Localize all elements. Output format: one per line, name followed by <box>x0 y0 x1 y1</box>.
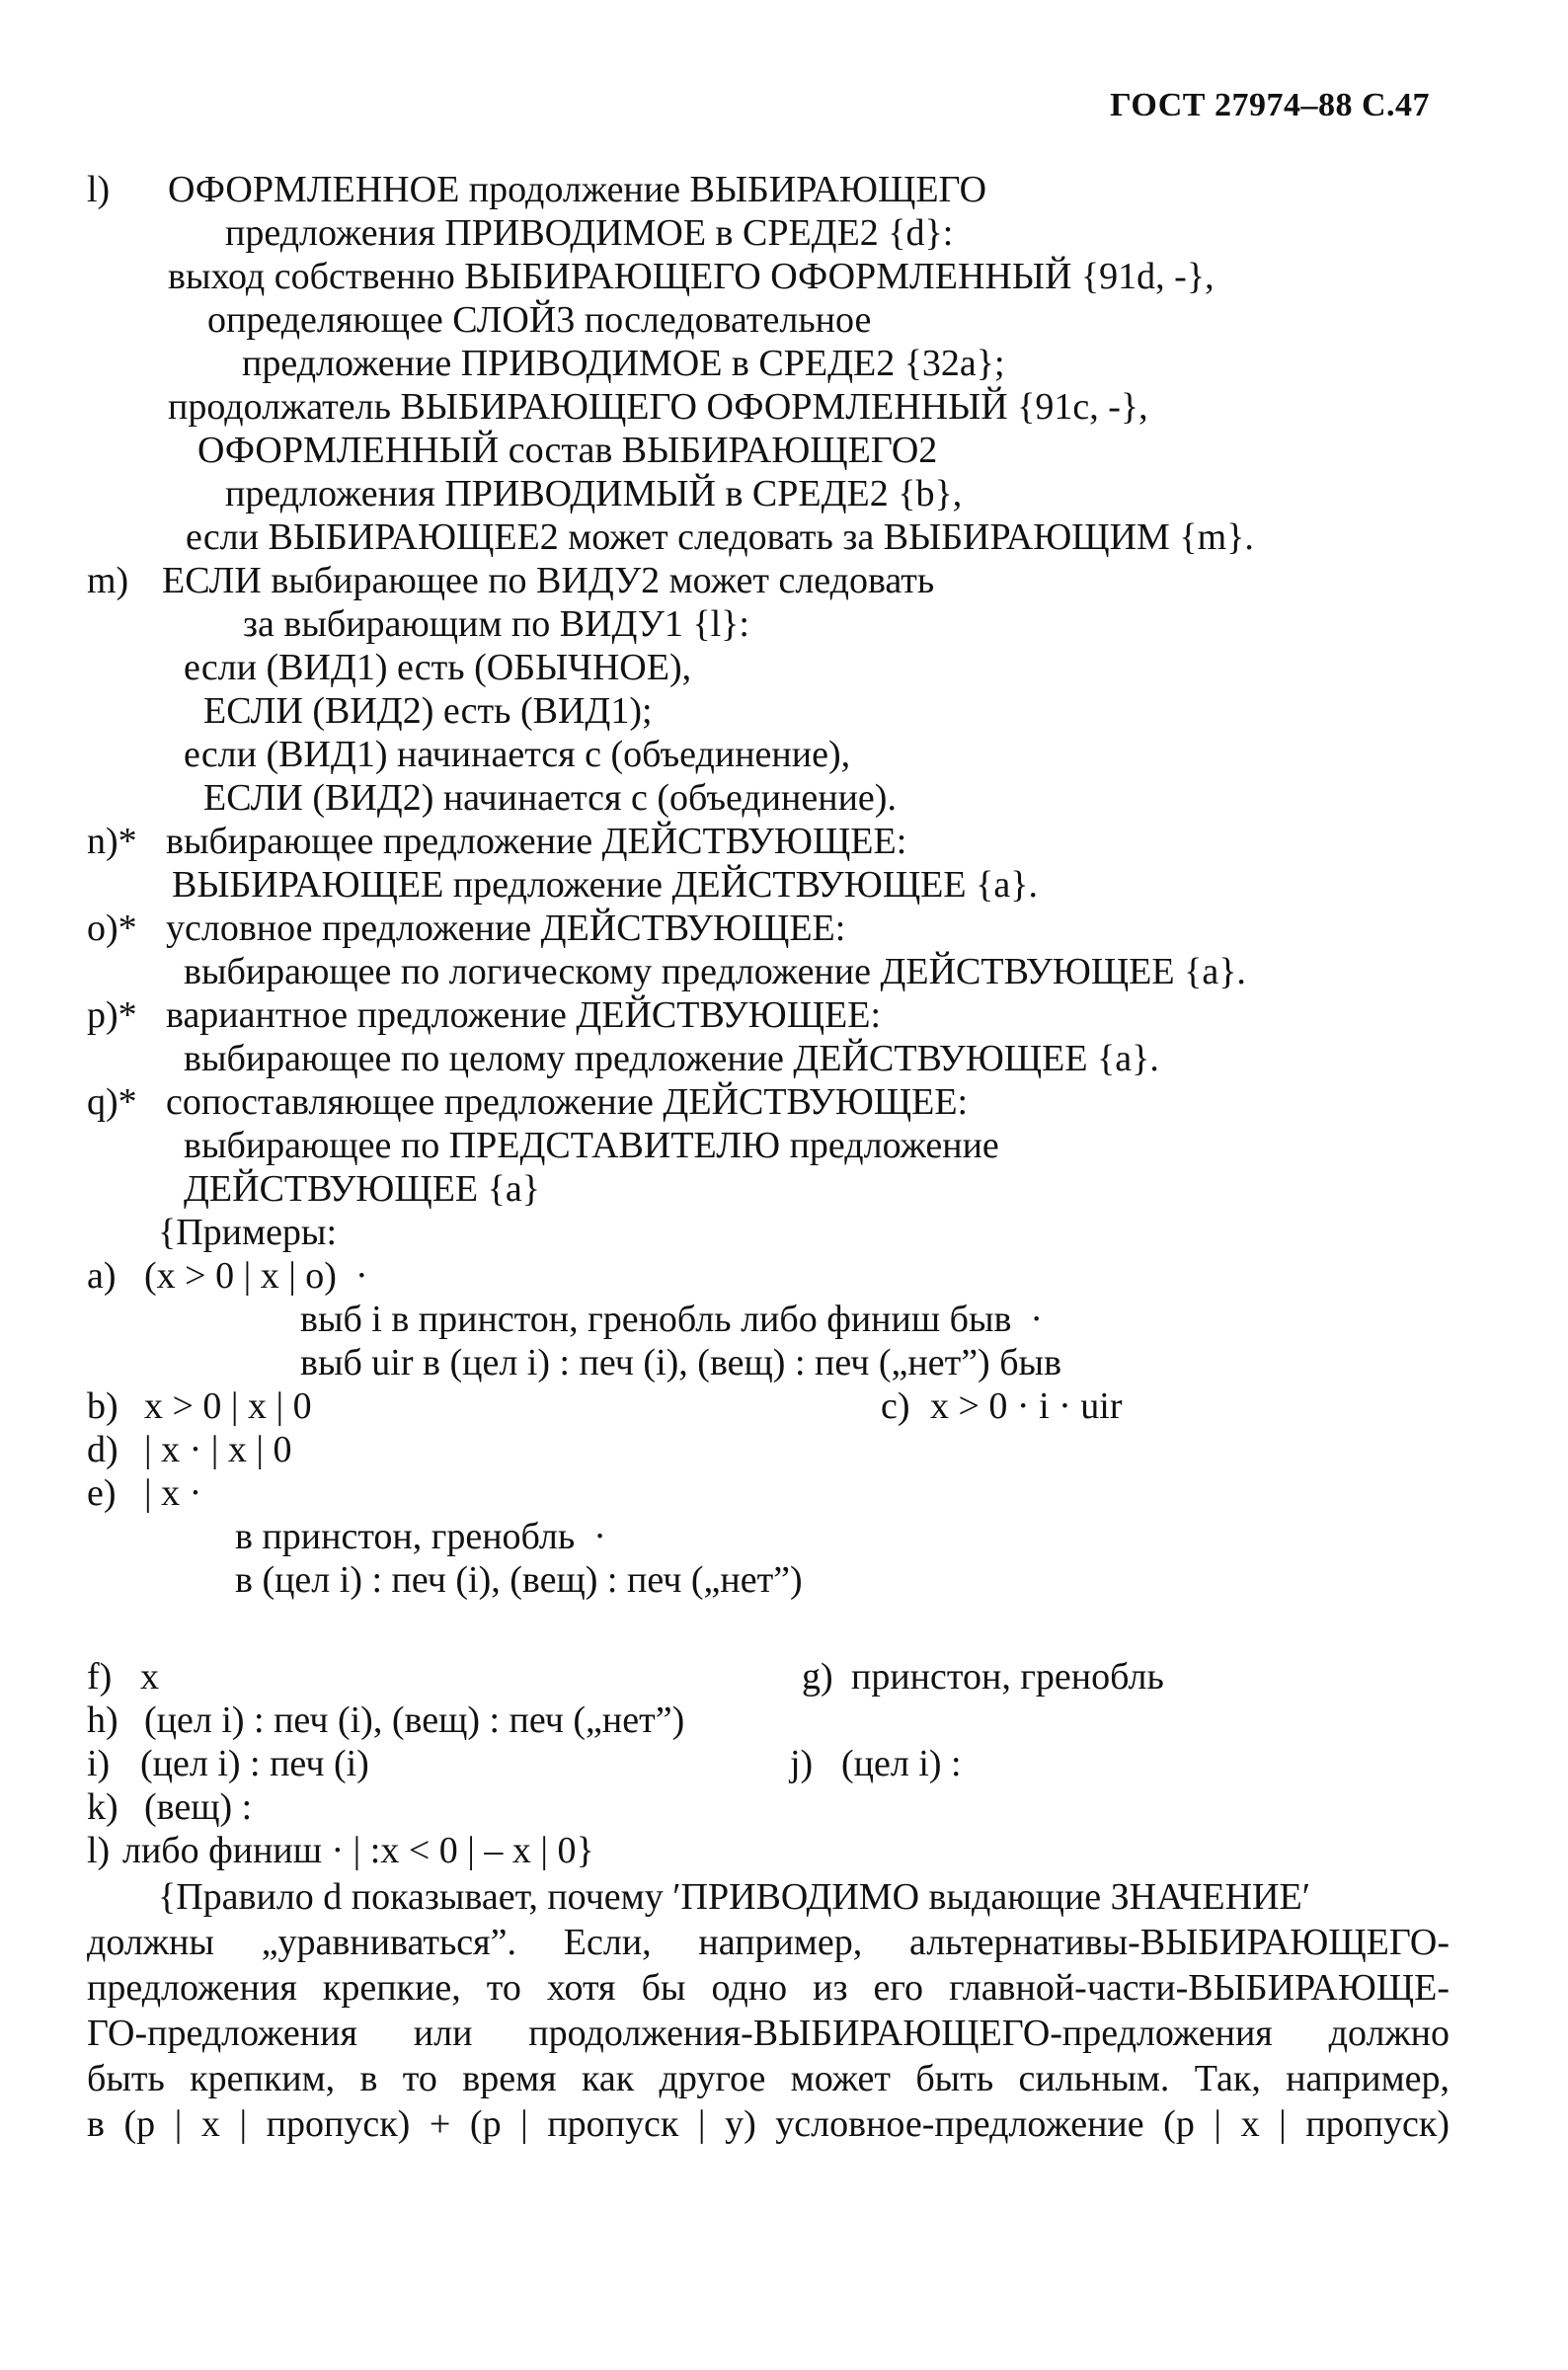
code-line: (x > 0 | x | o) · <box>144 1255 368 1297</box>
code-line: (вещ) : <box>144 1786 253 1828</box>
item-label: l) <box>87 169 111 210</box>
code-line: | x · | x | 0 <box>144 1429 292 1470</box>
paragraph-line: должны „уравниваться”. Если, например, альтернативы-ВЫБИРАЮЩЕГО- <box>87 1922 1450 1963</box>
text-line: определяющее СЛОЙ3 последовательное <box>207 299 872 341</box>
text-line: продолжатель ВЫБИРАЮЩЕГО ОФОРМЛЕННЫЙ {91c, -}, <box>168 386 1148 428</box>
item-label: a) <box>87 1255 117 1297</box>
code-line: выб i в принстон, гренобль либо финиш быв · <box>300 1299 1044 1340</box>
text-line: ДЕЙСТВУЮЩЕЕ {a} <box>184 1168 540 1210</box>
code-line: (цел i) : <box>841 1743 962 1784</box>
text-line: выход собственно ВЫБИРАЮЩЕГО ОФОРМЛЕННЫЙ {91d, -}, <box>168 256 1215 297</box>
text-line: предложения ПРИВОДИМЫЙ в СРЕДЕ2 {b}, <box>225 473 963 514</box>
item-label: e) <box>87 1472 117 1514</box>
text-line: ЕСЛИ (ВИД2) начинается с (объединение). <box>203 777 897 819</box>
paragraph-line: быть крепким, в то время как другое может быть сильным. Так, например, <box>87 2058 1450 2099</box>
text-line: за выбирающим по ВИДУ1 {l}: <box>243 603 749 645</box>
code-line: x > 0 | x | 0 <box>144 1385 312 1427</box>
item-label: g) <box>802 1656 833 1698</box>
code-line: x > 0 · i · uir <box>930 1385 1123 1427</box>
code-line: (цел i) : печ (i), (вещ) : печ („нет”) <box>144 1699 685 1741</box>
text-line: если ВЫБИРАЮЩЕЕ2 может следовать за ВЫБИРАЮЩИМ {m}. <box>186 516 1254 558</box>
text-line: предложение ПРИВОДИМОЕ в СРЕДЕ2 {32a}; <box>242 343 1005 384</box>
item-label: o)* <box>87 908 137 949</box>
text-line: ЕСЛИ выбирающее по ВИДУ2 может следовать <box>162 560 935 601</box>
code-line: либо финиш · | :x < 0 | – x | 0} <box>122 1830 594 1871</box>
item-label: d) <box>87 1429 118 1470</box>
text-line: если (ВИД1) есть (ОБЫЧНОЕ), <box>184 647 692 688</box>
paragraph-line: в (p | x | пропуск) + (p | пропуск | y) условное-предложение (p | x | пропуск) <box>87 2103 1450 2145</box>
code-line: в принстон, гренобль · <box>235 1516 606 1557</box>
text-line: если (ВИД1) начинается с (объединение), <box>184 734 851 775</box>
item-label: b) <box>87 1385 118 1427</box>
code-line: (цел i) : печ (i) <box>140 1743 369 1784</box>
text-line: выбирающее по ПРЕДСТАВИТЕЛЮ предложение <box>184 1125 999 1166</box>
examples-heading: {Примеры: <box>158 1212 338 1253</box>
item-label: q)* <box>87 1081 137 1123</box>
item-label: m) <box>87 560 129 601</box>
text-line: ОФОРМЛЕННОЕ продолжение ВЫБИРАЮЩЕГО <box>168 169 987 210</box>
text-line: выбирающее по логическому предложение ДЕЙСТВУЮЩЕЕ {a}. <box>184 951 1246 992</box>
code-line: | x · <box>144 1472 202 1514</box>
item-label: p)* <box>87 994 137 1036</box>
item-label: c) <box>881 1385 910 1427</box>
text-line: выбирающее предложение ДЕЙСТВУЮЩЕЕ: <box>166 821 907 862</box>
code-line: выб uir в (цел i) : печ (i), (вещ) : печ („нет”) быв <box>300 1342 1062 1383</box>
text-line: ВЫБИРАЮЩЕЕ предложение ДЕЙСТВУЮЩЕЕ {a}. <box>172 864 1038 906</box>
code-line: x <box>140 1656 159 1698</box>
item-label: j) <box>790 1743 814 1784</box>
text-line: сопоставляющее предложение ДЕЙСТВУЮЩЕЕ: <box>166 1081 969 1123</box>
text-line: вариантное предложение ДЕЙСТВУЮЩЕЕ: <box>166 994 882 1036</box>
paragraph-line: предложения крепкие, то хотя бы одно из его главной-части-ВЫБИРАЮЩЕ- <box>87 1967 1450 2009</box>
item-label: k) <box>87 1786 118 1828</box>
code-line: в (цел i) : печ (i), (вещ) : печ („нет”) <box>235 1559 803 1601</box>
text-line: условное предложение ДЕЙСТВУЮЩЕЕ: <box>166 908 846 949</box>
code-line: принстон, гренобль <box>851 1656 1164 1698</box>
item-label: h) <box>87 1699 118 1741</box>
item-label: l) <box>87 1830 111 1871</box>
text-line: предложения ПРИВОДИМОЕ в СРЕДЕ2 {d}: <box>225 212 954 254</box>
item-label: n)* <box>87 821 137 862</box>
item-label: i) <box>87 1743 111 1784</box>
paragraph-line: {Правило d показывает, почему ′ПРИВОДИМО выдающие ЗНАЧЕНИЕ′ <box>158 1876 1311 1918</box>
page-header: ГОСТ 27974–88 С.47 <box>1110 87 1430 123</box>
text-line: ЕСЛИ (ВИД2) есть (ВИД1); <box>203 690 653 732</box>
text-line: ОФОРМЛЕННЫЙ состав ВЫБИРАЮЩЕГО2 <box>197 430 938 471</box>
paragraph-line: ГО-предложения или продолжения-ВЫБИРАЮЩЕГО-предложения должно <box>87 2013 1450 2054</box>
item-label: f) <box>87 1656 113 1698</box>
text-line: выбирающее по целому предложение ДЕЙСТВУЮЩЕЕ {a}. <box>184 1038 1159 1079</box>
